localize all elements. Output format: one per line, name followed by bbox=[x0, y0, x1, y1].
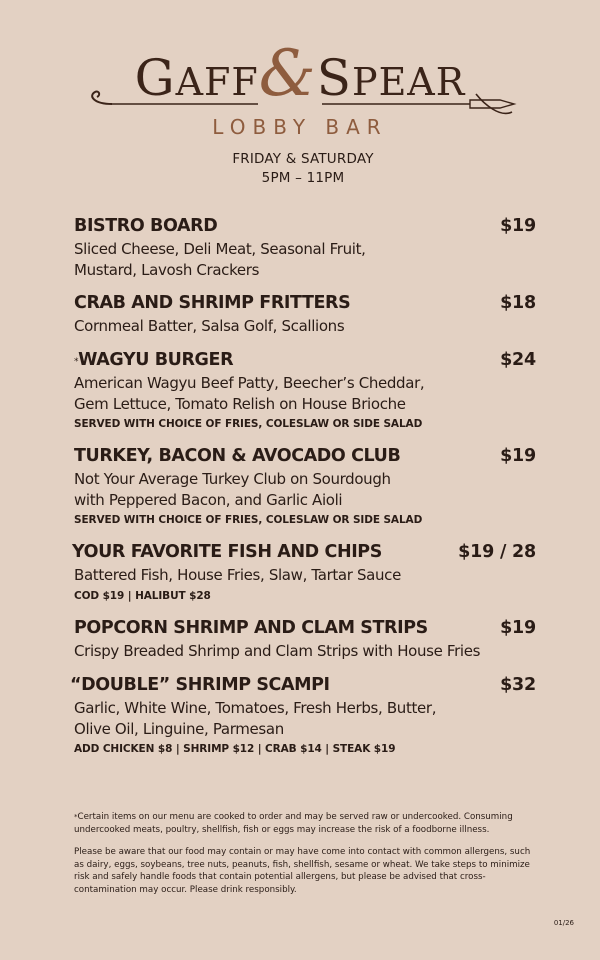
menu-item-bistro-board bbox=[74, 214, 536, 280]
menu-item-description: Crispy Breaded Shrimp and Clam Strips with House Fries bbox=[74, 642, 481, 660]
allergen-disclaimer: Please be aware that our food may contain or may have come into contact with common allergens, such as dairy, eggs, soybeans, tree nuts, peanuts, fish, shellfish, sesame or wheat. We take steps to minimize risk and safely handle foods that contain potential allergens, but please be advised that cross-contamination may occur. Please drink responsibly. bbox=[74, 847, 531, 895]
service-hours bbox=[0, 150, 600, 188]
menu-item-description: Not Your Average Turkey Club on Sourdough bbox=[74, 470, 391, 488]
menu-item-note: COD $19 | HALIBUT $28 bbox=[74, 589, 211, 602]
menu-item-price: $19 / 28 bbox=[458, 542, 536, 562]
menu-item-price: $19 bbox=[500, 618, 536, 638]
logo-letter-g: G bbox=[134, 49, 176, 107]
menu-item-name: POPCORN SHRIMP AND CLAM STRIPS bbox=[74, 618, 428, 638]
menu-item-crab-shrimp-fritters bbox=[74, 291, 536, 337]
menu-item-price: $19 bbox=[500, 446, 536, 466]
logo bbox=[0, 0, 600, 150]
menu-item-note: ADD CHICKEN $8 | SHRIMP $12 | CRAB $14 | STEAK $19 bbox=[74, 743, 396, 755]
spear-barb-icon bbox=[476, 94, 512, 113]
logo-ampersand: & bbox=[258, 37, 317, 111]
menu-item-shrimp-scampi bbox=[70, 673, 536, 757]
menu-item-name: “DOUBLE” SHRIMP SCAMPI bbox=[70, 675, 330, 695]
raw-food-disclaimer bbox=[74, 811, 539, 836]
logo-word-aff: AFF bbox=[175, 60, 259, 104]
service-time: 5PM – 11PM bbox=[261, 170, 345, 186]
logo-word-pear: PEAR bbox=[352, 60, 466, 104]
menu-item-note: SERVED WITH CHOICE OF FRIES, COLESLAW OR SIDE SALAD bbox=[74, 514, 423, 526]
menu-item-price: $32 bbox=[500, 675, 536, 695]
menu-item-turkey-club bbox=[74, 444, 536, 528]
menu-item-description: Cornmeal Batter, Salsa Golf, Scallions bbox=[74, 317, 345, 335]
menu-item-price: $19 bbox=[500, 216, 536, 236]
raw-item-asterisk: * bbox=[74, 357, 79, 367]
menu-item-price: $18 bbox=[500, 293, 536, 313]
menu-item-price: $24 bbox=[500, 350, 536, 370]
menu-item-note: SERVED WITH CHOICE OF FRIES, COLESLAW OR SIDE SALAD bbox=[74, 418, 423, 430]
menu-item-name: CRAB AND SHRIMP FRITTERS bbox=[74, 293, 351, 313]
menu-item-description: Gem Lettuce, Tomato Relish on House Brioche bbox=[74, 394, 406, 413]
menu-version-code: 01/26 bbox=[553, 919, 574, 927]
menu-item-description: Olive Oil, Linguine, Parmesan bbox=[74, 719, 284, 738]
logo-subtitle: LOBBY BAR bbox=[212, 115, 388, 139]
menu-item-description: Battered Fish, House Fries, Slaw, Tartar Sauce bbox=[74, 566, 401, 584]
raw-food-disclaimer-text: Certain items on our menu are cooked to order and may be served raw or undercooked. Consuming undercooked meats, poultry, shellfish, fish or eggs may increase the risk of a foodborne illness. bbox=[74, 812, 513, 835]
menu-item-name: BISTRO BOARD bbox=[74, 216, 218, 236]
menu-item-wagyu-burger bbox=[74, 348, 536, 432]
menu-item-description: Sliced Cheese, Deli Meat, Seasonal Fruit, bbox=[74, 240, 366, 258]
menu-item-name-text: WAGYU BURGER bbox=[78, 350, 234, 370]
menu-item-fish-and-chips bbox=[72, 540, 536, 604]
gaff-hook-icon bbox=[92, 92, 112, 104]
menu-item-popcorn-shrimp bbox=[74, 616, 536, 662]
menu-item-name: YOUR FAVORITE FISH AND CHIPS bbox=[72, 542, 382, 562]
menu-item-description: American Wagyu Beef Patty, Beecher’s Cheddar, bbox=[74, 374, 425, 392]
spear-tip-icon bbox=[470, 100, 514, 108]
menu-item-description: Garlic, White Wine, Tomatoes, Fresh Herbs, Butter, bbox=[74, 699, 437, 717]
disclaimer-asterisk: * bbox=[74, 813, 78, 821]
service-days: FRIDAY & SATURDAY bbox=[232, 151, 374, 167]
menu-item-name: TURKEY, BACON & AVOCADO CLUB bbox=[74, 446, 401, 466]
menu-item-description: with Peppered Bacon, and Garlic Aioli bbox=[74, 490, 343, 509]
menu-item-name bbox=[74, 348, 536, 372]
logo-letter-s: S bbox=[316, 49, 352, 107]
menu-item-description: Mustard, Lavosh Crackers bbox=[74, 260, 260, 279]
